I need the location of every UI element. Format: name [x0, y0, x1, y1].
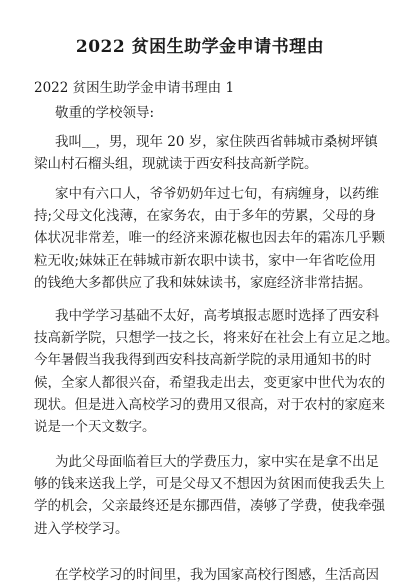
paragraph-2-line-3: 体状况非常差，唯一的经济来源花椒也因去年的霜冻几乎颗 — [34, 230, 385, 246]
paragraph-2-line-4: 粒无收;妹妹正在韩城市新农职中读书，家中一年省吃俭用 — [34, 253, 377, 269]
salutation: 敬重的学校领导: — [55, 105, 155, 121]
paragraph-3-line-1: 我中学学习基础不太好，高考填报志愿时选择了西安科 — [55, 308, 379, 324]
document-title: 2022 贫困生助学金申请书理由 — [75, 37, 325, 57]
paragraph-2-line-1: 家中有六口人，爷爷奶奶年过七旬，有病缠身，以药维 — [55, 186, 379, 202]
paragraph-1-line-1: 我叫＿，男，现年 20 岁，家住陕西省韩城市桑树坪镇 — [55, 134, 378, 150]
paragraph-4-line-1: 为此父母面临着巨大的学费压力，家中实在是拿不出足 — [55, 454, 379, 470]
document-subtitle: 2022 贫困生助学金申请书理由 1 — [34, 80, 235, 96]
paragraph-3-line-3: 今年暑假当我我得到西安科技高新学院的录用通知书的时 — [34, 352, 372, 368]
paragraph-4-line-4: 进入学校学习。 — [34, 521, 129, 537]
paragraph-3-line-5: 现状。但是进入高校学习的费用又很高，对于农村的家庭来 — [34, 397, 385, 413]
paragraph-2-line-2: 持;父母文化浅薄，在家务农，由于多年的劳累，父母的身 — [34, 208, 377, 224]
paragraph-3-line-4: 候，全家人都很兴奋，希望我走出去，变更家中世代为农的 — [34, 375, 385, 391]
paragraph-2-line-5: 的钱绝大多都供应了我和妹妹读书，家庭经济非常拮据。 — [34, 275, 372, 291]
paragraph-4-line-2: 够的钱来送我上学，可是父母又不想因为贫困而使我丢失上 — [34, 476, 385, 492]
paragraph-3-line-6: 说是一个天文数字。 — [34, 419, 156, 435]
paragraph-3-line-2: 技高新学院，只想学一技之长，将来好在社会上有立足之地。 — [34, 330, 399, 346]
paragraph-1-line-2: 梁山村石榴头组，现就读于西安科技高新学院。 — [34, 156, 318, 172]
paragraph-5-line-1-partial: 在学校学习的时间里，我为国家高校行图感，生活高因 — [55, 567, 379, 583]
paragraph-4-line-3: 学的机会，父亲最终还是东挪西借，凑够了学费，使我牵强 — [34, 498, 385, 514]
